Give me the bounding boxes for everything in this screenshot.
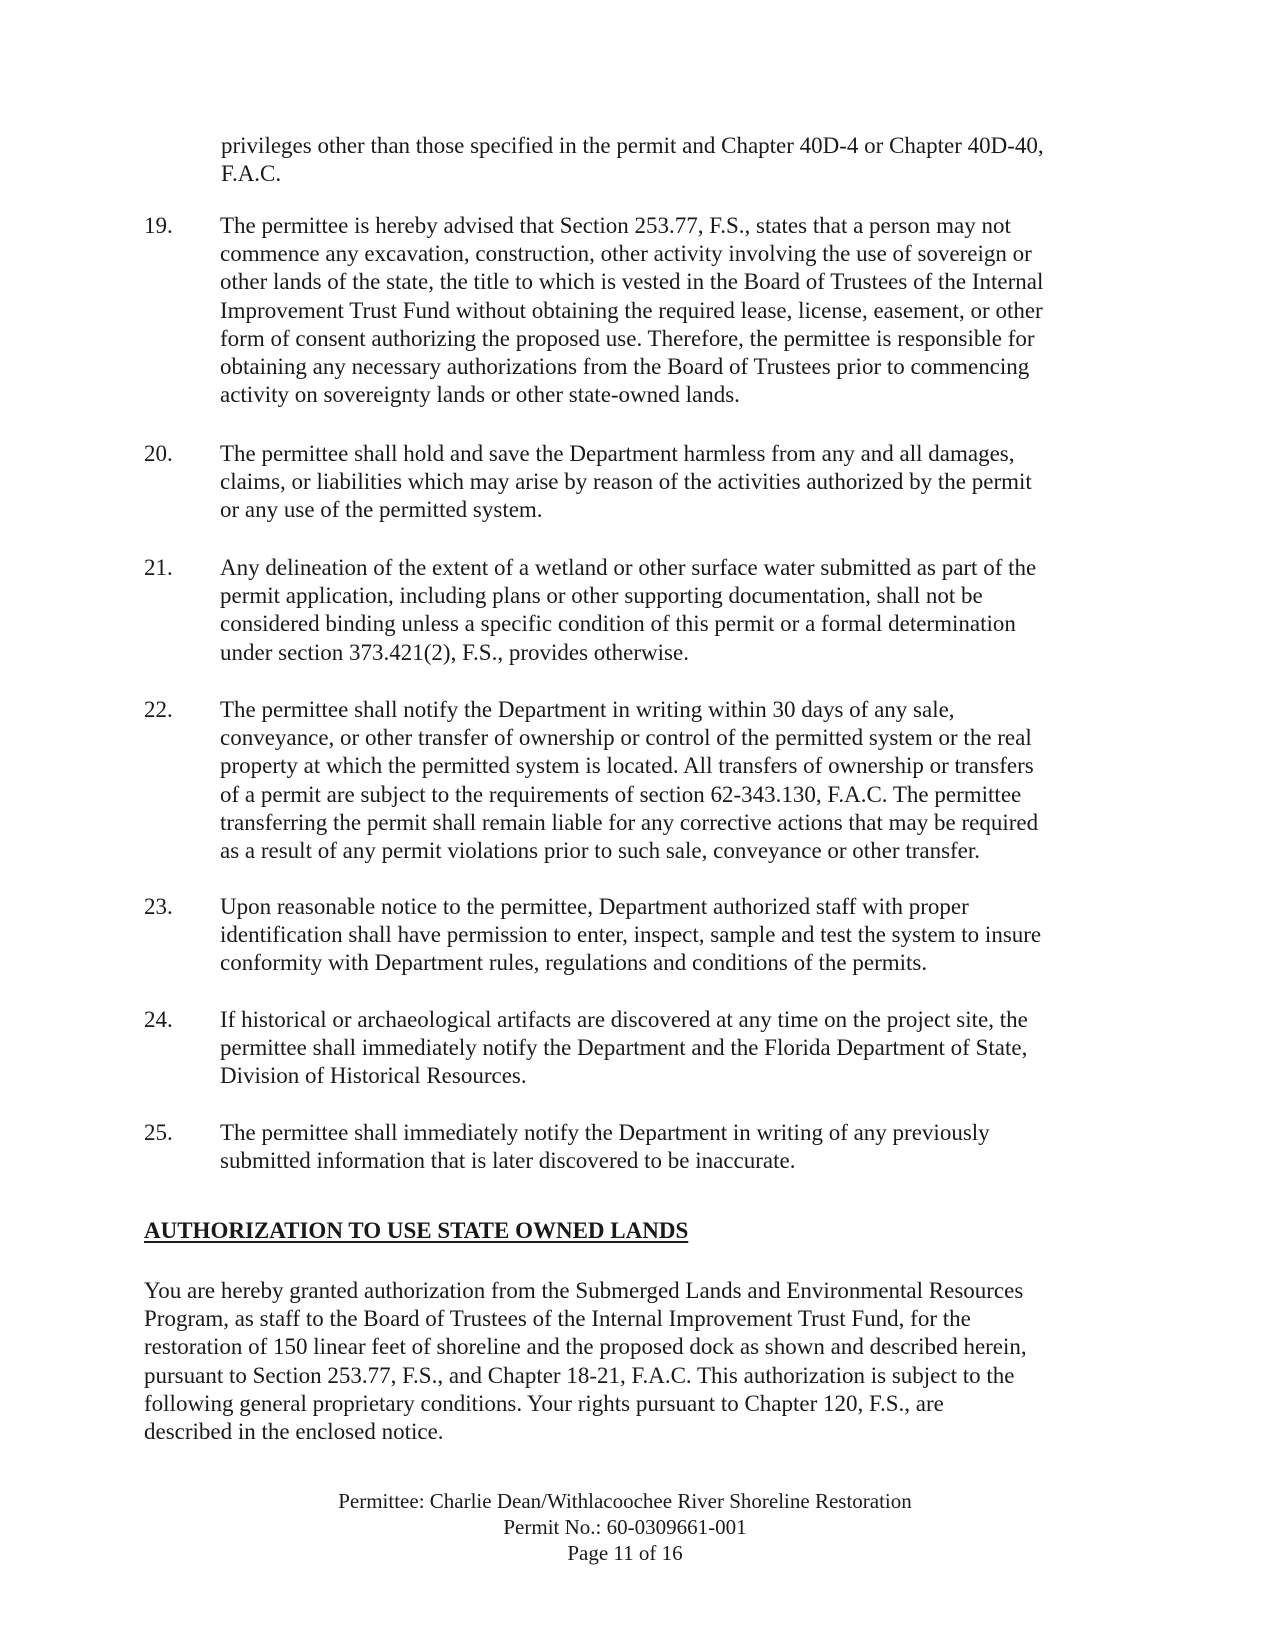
text-line: privileges other than those specified in the permit and Chapter 40D-4 or Chapter 40D-40,: [221, 133, 1044, 158]
text-line: You are hereby granted authorization from the Submerged Lands and Environmental Resources: [144, 1278, 1024, 1303]
condition-number: 20.: [144, 441, 173, 466]
page-footer: [0, 1488, 1250, 1566]
text-line: under section 373.421(2), F.S., provides otherwise.: [220, 639, 689, 665]
text-line: Upon reasonable notice to the permittee, Department authorized staff with proper: [220, 894, 969, 919]
text-line: Any delineation of the extent of a wetland or other surface water submitted as part of the: [220, 555, 1037, 580]
authorization-paragraph: [144, 1277, 1119, 1446]
text-line: Program, as staff to the Board of Trustees of the Internal Improvement Trust Fund, for the: [144, 1306, 971, 1332]
text-line: pursuant to Section 253.77, F.S., and Chapter 18-21, F.A.C. This authorization is subject to the: [144, 1362, 1015, 1388]
text-line: The permittee shall notify the Department in writing within 30 days of any sale,: [220, 697, 955, 722]
text-line: described in the enclosed notice.: [144, 1419, 444, 1445]
condition-number: 25.: [144, 1120, 173, 1145]
text-line: as a result of any permit violations prior to such sale, conveyance or other transfer.: [220, 838, 981, 864]
footer-page-number: Page 11 of 16: [567, 1541, 683, 1565]
condition-text: [220, 1006, 1120, 1091]
condition-number: 19.: [144, 213, 173, 238]
text-line: The permittee is hereby advised that Section 253.77, F.S., states that a person may not: [220, 213, 1011, 238]
text-line: transferring the permit shall remain liable for any corrective actions that may be required: [220, 809, 1039, 835]
condition-number: 24.: [144, 1007, 173, 1032]
text-line: Division of Historical Resources.: [220, 1063, 527, 1089]
text-line: If historical or archaeological artifacts are discovered at any time on the project site, the: [220, 1007, 1028, 1032]
condition-text: [220, 440, 1120, 525]
text-line: conformity with Department rules, regulations and conditions of the permits.: [220, 950, 928, 976]
text-line: of a permit are subject to the requirements of section 62-343.130, F.A.C. The permittee: [220, 781, 1022, 807]
text-line: submitted information that is later discovered to be inaccurate.: [220, 1148, 796, 1174]
text-line: The permittee shall hold and save the Department harmless from any and all damages,: [220, 441, 1015, 466]
condition-text: [220, 696, 1120, 865]
footer-permittee: Permittee: Charlie Dean/Withlacoochee River Shoreline Restoration: [338, 1489, 912, 1513]
text-line: claims, or liabilities which may arise by reason of the activities authorized by the permit: [220, 469, 1032, 495]
text-line: identification shall have permission to enter, inspect, sample and test the system to insure: [220, 922, 1042, 948]
condition-text: [220, 212, 1120, 409]
condition-number: 23.: [144, 894, 173, 919]
text-line: other lands of the state, the title to which is vested in the Board of Trustees of the Internal: [220, 269, 1044, 295]
text-line: considered binding unless a specific condition of this permit or a formal determination: [220, 611, 1016, 637]
text-line: permittee shall immediately notify the Department and the Florida Department of State,: [220, 1035, 1028, 1061]
text-line: following general proprietary conditions. Your rights pursuant to Chapter 120, F.S., are: [144, 1390, 944, 1416]
condition-number: 21.: [144, 555, 173, 580]
text-line: F.A.C.: [221, 161, 282, 187]
text-line: property at which the permitted system is located. All transfers of ownership or transfers: [220, 753, 1034, 779]
text-line: activity on sovereignty lands or other state-owned lands.: [220, 382, 740, 408]
text-line: restoration of 150 linear feet of shoreline and the proposed dock as shown and described herein,: [144, 1334, 1027, 1360]
condition-text: [220, 893, 1120, 978]
text-line: or any use of the permitted system.: [220, 497, 543, 523]
text-line: commence any excavation, construction, other activity involving the use of sovereign or: [220, 241, 1032, 267]
condition-text: [220, 1119, 1120, 1175]
condition-number: 22.: [144, 697, 173, 722]
continued-condition-text: [221, 132, 1121, 188]
text-line: conveyance, or other transfer of ownership or control of the permitted system or the real: [220, 725, 1032, 751]
footer-permit-number: Permit No.: 60-0309661-001: [503, 1515, 747, 1539]
condition-text: [220, 554, 1120, 667]
text-line: permit application, including plans or other supporting documentation, shall not be: [220, 583, 983, 609]
text-line: form of consent authorizing the proposed use. Therefore, the permittee is responsible for: [220, 325, 1035, 351]
section-heading: AUTHORIZATION TO USE STATE OWNED LANDS: [144, 1218, 689, 1243]
text-line: obtaining any necessary authorizations from the Board of Trustees prior to commencing: [220, 354, 1030, 380]
text-line: Improvement Trust Fund without obtaining the required lease, license, easement, or other: [220, 297, 1043, 323]
text-line: The permittee shall immediately notify the Department in writing of any previously: [220, 1120, 990, 1145]
